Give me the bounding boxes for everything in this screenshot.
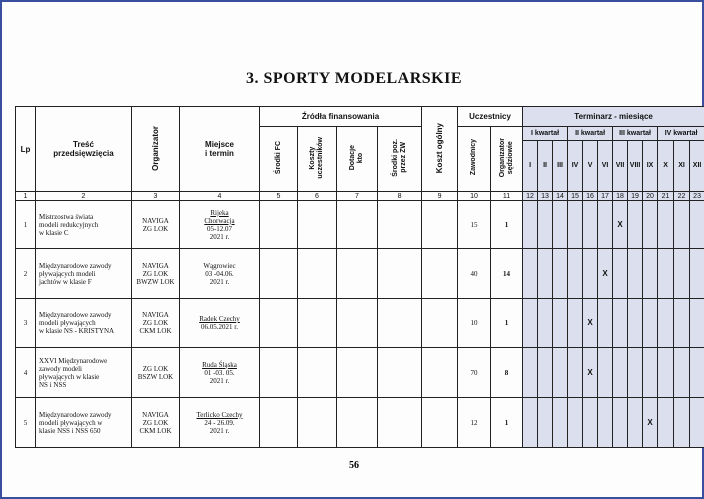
month-cell bbox=[523, 201, 538, 249]
column-number: 8 bbox=[378, 192, 422, 201]
month-cell bbox=[538, 299, 553, 348]
month-cell bbox=[658, 348, 674, 398]
header-uczestnicy: Uczestnicy bbox=[458, 107, 523, 127]
month-cell bbox=[538, 348, 553, 398]
header-quarter-1: I kwartał bbox=[523, 127, 568, 141]
month-cell bbox=[613, 348, 628, 398]
table-row bbox=[16, 249, 704, 299]
schedule-mark: X bbox=[587, 318, 593, 327]
place-link[interactable]: Terlicko Czechy bbox=[196, 410, 243, 419]
header-month: VI bbox=[598, 141, 613, 192]
column-number: 12 bbox=[523, 192, 538, 201]
row-lp: 2 bbox=[16, 249, 36, 299]
table-row bbox=[16, 348, 704, 398]
empty-cell bbox=[422, 348, 458, 398]
header-month: IV bbox=[568, 141, 583, 192]
month-cell bbox=[658, 249, 674, 299]
section-title: 3. SPORTY MODELARSKIE bbox=[245, 70, 463, 87]
column-number: 10 bbox=[458, 192, 491, 201]
row-lp: 3 bbox=[16, 299, 36, 348]
column-number: 21 bbox=[658, 192, 674, 201]
column-number: 1 bbox=[16, 192, 36, 201]
events-body bbox=[16, 201, 704, 448]
month-cell bbox=[583, 249, 598, 299]
month-cell bbox=[598, 398, 613, 448]
header-quarter-3: III kwartał bbox=[613, 127, 658, 141]
plan-table bbox=[15, 106, 704, 448]
empty-cell bbox=[378, 348, 422, 398]
month-cell bbox=[690, 249, 704, 299]
header-month: X bbox=[658, 141, 674, 192]
row-lp: 1 bbox=[16, 201, 36, 249]
row-place bbox=[180, 249, 260, 299]
empty-cell bbox=[337, 249, 378, 299]
month-cell bbox=[538, 201, 553, 249]
month-cell bbox=[553, 398, 568, 448]
column-number: 6 bbox=[298, 192, 337, 201]
empty-cell bbox=[337, 299, 378, 348]
column-number: 7 bbox=[337, 192, 378, 201]
schedule-mark: X bbox=[647, 417, 653, 427]
header-zrodla: Źródła finansowania bbox=[260, 107, 422, 127]
empty-cell bbox=[378, 249, 422, 299]
month-cell bbox=[690, 299, 704, 348]
month-cell bbox=[583, 398, 598, 448]
row-sedziowie: 1 bbox=[491, 398, 523, 448]
month-cell bbox=[658, 299, 674, 348]
header-srodki-poz: Środki poz. przez ZW bbox=[378, 127, 422, 192]
row-organizer: NAVIGA ZG LOK BWZW LOK bbox=[132, 249, 180, 299]
month-cell bbox=[613, 398, 628, 448]
column-number: 9 bbox=[422, 192, 458, 201]
month-cell bbox=[523, 348, 538, 398]
month-cell bbox=[690, 348, 704, 398]
header-miejsce: Miejsce i termin bbox=[180, 107, 260, 192]
empty-cell bbox=[337, 201, 378, 249]
month-cell bbox=[583, 348, 598, 398]
column-number: 11 bbox=[491, 192, 523, 201]
row-zawodnicy: 10 bbox=[458, 299, 491, 348]
row-organizer: ZG LOK BSZW LOK bbox=[132, 348, 180, 398]
month-cell bbox=[523, 249, 538, 299]
row-zawodnicy: 40 bbox=[458, 249, 491, 299]
column-number: 20 bbox=[643, 192, 658, 201]
month-cell bbox=[628, 299, 643, 348]
header-dotacje: Dotacje kto bbox=[337, 127, 378, 192]
empty-cell bbox=[378, 299, 422, 348]
row-organizer: NAVIGA ZG LOK CKM LOK bbox=[132, 299, 180, 348]
empty-cell bbox=[422, 201, 458, 249]
place-link[interactable]: Radek Czechy bbox=[199, 315, 240, 323]
month-cell bbox=[658, 398, 674, 448]
month-cell bbox=[568, 201, 583, 249]
table-row bbox=[16, 201, 704, 249]
row-event: Mistrzostwa świata modeli redukcyjnych w klasie C bbox=[36, 201, 132, 249]
header-month: IX bbox=[643, 141, 658, 192]
row-organizer: NAVIGA ZG LOK bbox=[132, 201, 180, 249]
row-organizer: NAVIGA ZG LOK CKM LOK bbox=[132, 398, 180, 448]
month-cell bbox=[553, 201, 568, 249]
row-lp: 4 bbox=[16, 348, 36, 398]
month-cell bbox=[613, 201, 628, 249]
month-cell bbox=[643, 201, 658, 249]
place-link[interactable]: Ruda Śląska bbox=[202, 360, 237, 369]
row-place bbox=[180, 348, 260, 398]
month-cell bbox=[613, 249, 628, 299]
header-lp: Lp bbox=[16, 107, 36, 192]
column-number: 17 bbox=[598, 192, 613, 201]
place-date: 06.05.2021 r. bbox=[201, 323, 238, 331]
column-number: 13 bbox=[538, 192, 553, 201]
month-cell bbox=[538, 398, 553, 448]
header-month: II bbox=[538, 141, 553, 192]
month-cell bbox=[628, 398, 643, 448]
place-date: 01 -03. 05. 2021 r. bbox=[204, 368, 235, 385]
schedule-mark: X bbox=[587, 367, 593, 377]
header-koszty-uczestnikow: Koszty uczestników bbox=[298, 127, 337, 192]
column-number: 16 bbox=[583, 192, 598, 201]
place-link[interactable]: Rijeka Chorwacja bbox=[204, 208, 235, 225]
empty-cell bbox=[422, 398, 458, 448]
month-cell bbox=[628, 348, 643, 398]
header-srodki-fc: Środki FC bbox=[260, 127, 298, 192]
month-cell bbox=[643, 348, 658, 398]
month-cell bbox=[598, 249, 613, 299]
row-sedziowie: 1 bbox=[491, 299, 523, 348]
row-event: Międzynarodowe zawody modeli pływających w klasie NS - KRISTYNA bbox=[36, 299, 132, 348]
empty-cell bbox=[260, 299, 298, 348]
empty-cell bbox=[298, 299, 337, 348]
header-month: III bbox=[553, 141, 568, 192]
month-cell bbox=[690, 398, 704, 448]
month-cell bbox=[553, 348, 568, 398]
month-cell bbox=[628, 201, 643, 249]
table-row bbox=[16, 398, 704, 448]
row-zawodnicy: 70 bbox=[458, 348, 491, 398]
schedule-mark: X bbox=[617, 219, 623, 229]
month-cell bbox=[674, 398, 690, 448]
header-tresc: Treść przedsięwzięcia bbox=[36, 107, 132, 192]
row-sedziowie: 1 bbox=[491, 201, 523, 249]
month-cell bbox=[690, 201, 704, 249]
place-date: 24 - 26.09. 2021 r. bbox=[204, 418, 235, 435]
header-organizator: Organizator bbox=[132, 107, 180, 192]
header-month: XII bbox=[690, 141, 704, 192]
header-koszt-ogolny: Koszt ogólny bbox=[422, 107, 458, 192]
month-cell bbox=[674, 201, 690, 249]
header-zawodnicy: Zawodnicy bbox=[458, 127, 491, 192]
header-quarter-4: IV kwartał bbox=[658, 127, 704, 141]
header-month: V bbox=[583, 141, 598, 192]
column-number: 18 bbox=[613, 192, 628, 201]
column-number-row bbox=[16, 192, 704, 201]
empty-cell bbox=[260, 249, 298, 299]
empty-cell bbox=[337, 398, 378, 448]
month-cell bbox=[568, 299, 583, 348]
month-cell bbox=[523, 398, 538, 448]
column-number: 15 bbox=[568, 192, 583, 201]
column-number: 3 bbox=[132, 192, 180, 201]
column-number: 23 bbox=[690, 192, 704, 201]
row-event: Międzynarodowe zawody pływających modeli jachtów w klasie F bbox=[36, 249, 132, 299]
month-cell bbox=[674, 348, 690, 398]
empty-cell bbox=[298, 348, 337, 398]
month-cell bbox=[674, 299, 690, 348]
month-cell bbox=[553, 299, 568, 348]
row-event: XXVI Międzynarodowe zawody modeli pływających w klasie NS i NSS bbox=[36, 348, 132, 398]
row-sedziowie: 8 bbox=[491, 348, 523, 398]
empty-cell bbox=[260, 348, 298, 398]
column-number: 14 bbox=[553, 192, 568, 201]
month-cell bbox=[583, 299, 598, 348]
month-cell bbox=[583, 201, 598, 249]
empty-cell bbox=[260, 201, 298, 249]
month-cell bbox=[598, 348, 613, 398]
header-month: XI bbox=[674, 141, 690, 192]
month-cell bbox=[674, 249, 690, 299]
month-cell bbox=[628, 249, 643, 299]
column-number: 2 bbox=[36, 192, 132, 201]
month-cell bbox=[658, 201, 674, 249]
empty-cell bbox=[422, 299, 458, 348]
row-zawodnicy: 12 bbox=[458, 398, 491, 448]
month-cell bbox=[568, 348, 583, 398]
month-cell bbox=[523, 299, 538, 348]
empty-cell bbox=[298, 201, 337, 249]
row-event: Międzynarodowe zawody modeli pływających w klasie NSS i NSS 650 bbox=[36, 398, 132, 448]
header-quarter-2: II kwartał bbox=[568, 127, 613, 141]
month-cell bbox=[643, 299, 658, 348]
row-sedziowie: 14 bbox=[491, 249, 523, 299]
row-zawodnicy: 15 bbox=[458, 201, 491, 249]
month-cell bbox=[568, 249, 583, 299]
header-month: VII bbox=[613, 141, 628, 192]
header-month: I bbox=[523, 141, 538, 192]
month-cell bbox=[643, 249, 658, 299]
month-cell bbox=[643, 398, 658, 448]
header-month: VIII bbox=[628, 141, 643, 192]
empty-cell bbox=[298, 249, 337, 299]
month-cell bbox=[568, 398, 583, 448]
row-lp: 5 bbox=[16, 398, 36, 448]
row-place bbox=[180, 299, 260, 348]
schedule-mark: X bbox=[602, 268, 608, 278]
empty-cell bbox=[337, 348, 378, 398]
column-number: 22 bbox=[674, 192, 690, 201]
empty-cell bbox=[422, 249, 458, 299]
header-organizator-sedziowie: Organizator sędziowie bbox=[491, 127, 523, 192]
empty-cell bbox=[378, 398, 422, 448]
header-terminarz: Terminarz - miesiące bbox=[523, 107, 704, 127]
month-cell bbox=[553, 249, 568, 299]
empty-cell bbox=[378, 201, 422, 249]
place-date: 05-12.07 2021 r. bbox=[206, 224, 233, 241]
empty-cell bbox=[260, 398, 298, 448]
column-number: 5 bbox=[260, 192, 298, 201]
row-place bbox=[180, 201, 260, 249]
empty-cell bbox=[298, 398, 337, 448]
row-place bbox=[180, 398, 260, 448]
column-number: 4 bbox=[180, 192, 260, 201]
month-cell bbox=[598, 201, 613, 249]
table-row bbox=[16, 299, 704, 348]
column-number: 19 bbox=[628, 192, 643, 201]
page-number: 56 bbox=[349, 460, 359, 471]
month-cell bbox=[598, 299, 613, 348]
month-cell bbox=[613, 299, 628, 348]
place-date: Wągrowiec 03 -04.06. 2021 r. bbox=[203, 261, 236, 286]
month-cell bbox=[538, 249, 553, 299]
